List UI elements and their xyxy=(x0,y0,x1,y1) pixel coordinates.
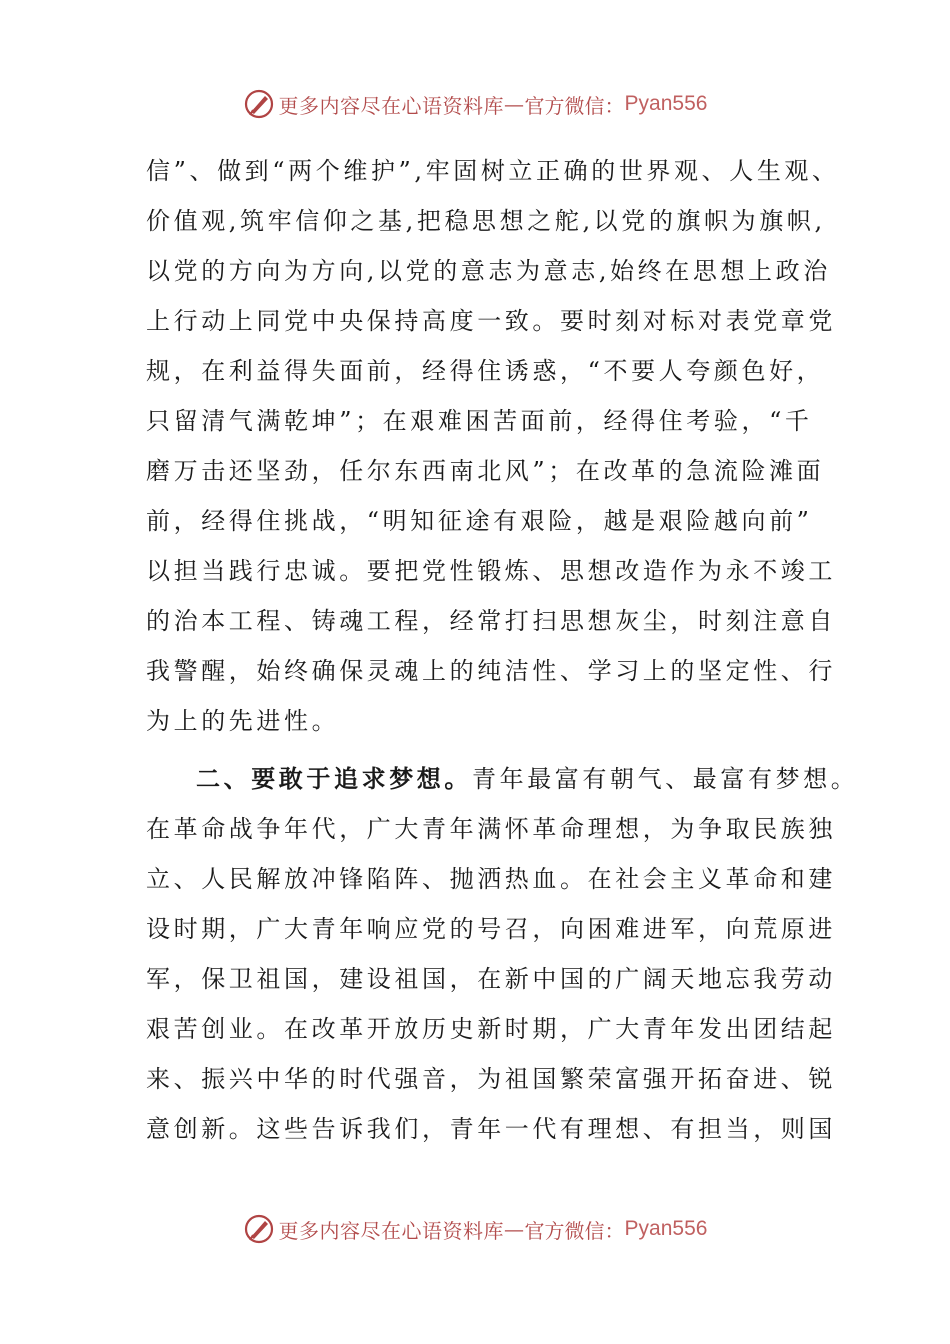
text-line: 以党的方向为方向,以党的意志为意志,始终在思想上政治 xyxy=(146,257,831,285)
text-line: 意创新。这些告诉我们，青年一代有理想、有担当，则国 xyxy=(146,1115,836,1143)
text-line: 艰苦创业。在改革开放历史新时期，广大青年发出团结起 xyxy=(146,1015,836,1043)
text-line: 磨万击还坚劲，任尔东西南北风”；在改革的急流险滩面 xyxy=(146,457,825,485)
banner-contact: 官方微信： xyxy=(524,1218,625,1243)
quill-logo-icon xyxy=(243,1213,275,1245)
text-line: 只留清气满乾坤”；在艰难困苦面前，经得住考验，“千 xyxy=(146,407,813,435)
section-heading: 二、要敢于追求梦想。 xyxy=(196,764,472,793)
text-line: 上行动上同党中央保持高度一致。要时刻对标对表党章党 xyxy=(146,307,836,335)
text-line: 规，在利益得失面前，经得住诱惑，“不要人夸颜色好， xyxy=(146,357,825,385)
text-line: 设时期，广大青年响应党的号召，向困难进军，向荒原进 xyxy=(146,915,836,943)
text-fragment: 青年最富有朝气、最富有梦想。 xyxy=(472,765,859,793)
banner-id: Pyan556 xyxy=(624,92,708,115)
footer-banner xyxy=(0,1209,950,1249)
document-body xyxy=(146,146,859,1154)
paragraph-2 xyxy=(146,754,859,1154)
banner-id: Pyan556 xyxy=(624,1217,708,1240)
text-line: 以担当践行忠诚。要把党性锻炼、思想改造作为永不竣工 xyxy=(146,557,836,585)
text-line: 立、人民解放冲锋陷阵、抛洒热血。在社会主义革命和建 xyxy=(146,865,836,893)
header-banner xyxy=(0,84,950,124)
banner-text: 更多内容尽在心语资料库 xyxy=(278,1218,505,1243)
paragraph-1 xyxy=(146,146,840,746)
text-line: 我警醒，始终确保灵魂上的纯洁性、学习上的坚定性、行 xyxy=(146,657,836,685)
text-line: 价值观,筑牢信仰之基,把稳思想之舵,以党的旗帜为旗帜, xyxy=(146,207,826,235)
banner-text: 更多内容尽在心语资料库 xyxy=(278,93,505,118)
quill-logo-icon xyxy=(243,88,275,120)
text-line: 前，经得住挑战，“明知征途有艰险，越是艰险越向前” xyxy=(146,507,813,535)
text-line: 军，保卫祖国，建设祖国，在新中国的广阔天地忘我劳动 xyxy=(146,965,836,993)
banner-separator: — xyxy=(504,1217,525,1241)
text-line: 为上的先进性。 xyxy=(146,707,340,735)
text-line: 来、振兴中华的时代强音，为祖国繁荣富强开拓奋进、锐 xyxy=(146,1065,836,1093)
banner-separator: — xyxy=(504,92,525,116)
text-line: 在革命战争年代，广大青年满怀革命理想，为争取民族独 xyxy=(146,815,836,843)
text-line: 信”、做到“两个维护”,牢固树立正确的世界观、人生观、 xyxy=(146,157,840,185)
section-heading-line xyxy=(146,754,859,804)
banner-contact: 官方微信： xyxy=(524,93,625,118)
text-line: 的治本工程、铸魂工程，经常打扫思想灰尘，时刻注意自 xyxy=(146,607,836,635)
